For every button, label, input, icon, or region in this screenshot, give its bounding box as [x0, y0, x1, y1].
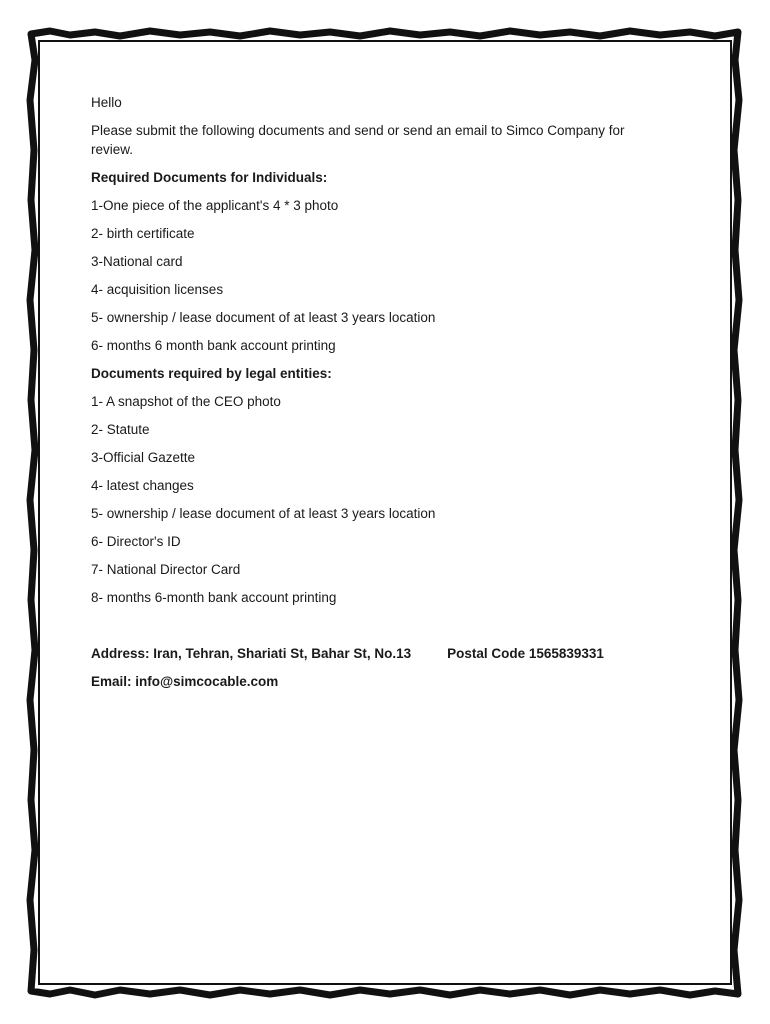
individuals-heading: Required Documents for Individuals:: [91, 170, 328, 185]
individual-item: 6- months 6 month bank account printing: [91, 338, 336, 353]
individual-item: 1-One piece of the applicant's 4 * 3 photo: [91, 198, 339, 213]
address: Address: Iran, Tehran, Shariati St, Bahar St, No.13: [91, 646, 412, 661]
legal-item: 5- ownership / lease document of at least 3 years location: [91, 506, 436, 521]
postal-code: Postal Code 1565839331: [447, 646, 604, 661]
legal-entities-heading: Documents required by legal entities:: [91, 366, 332, 381]
individual-item: 4- acquisition licenses: [91, 282, 224, 297]
legal-item: 2- Statute: [91, 422, 150, 437]
section-spacer: [91, 616, 661, 644]
legal-item: 3-Official Gazette: [91, 450, 196, 465]
email: Email: info@simcocable.com: [91, 674, 279, 689]
address-row: [91, 644, 661, 663]
individual-item: 3-National card: [91, 254, 183, 269]
greeting: Hello: [91, 95, 122, 110]
legal-item: 4- latest changes: [91, 478, 194, 493]
individual-item: 5- ownership / lease document of at least 3 years location: [91, 310, 436, 325]
legal-item: 1- A snapshot of the CEO photo: [91, 394, 281, 409]
legal-item: 6- Director's ID: [91, 534, 181, 549]
legal-item: 8- months 6-month bank account printing: [91, 590, 337, 605]
letter-body: [91, 93, 661, 700]
individual-item: 2- birth certificate: [91, 226, 195, 241]
legal-item: 7- National Director Card: [91, 562, 241, 577]
intro-paragraph: Please submit the following documents and send or send an email to Simco Company for review.: [91, 123, 625, 157]
